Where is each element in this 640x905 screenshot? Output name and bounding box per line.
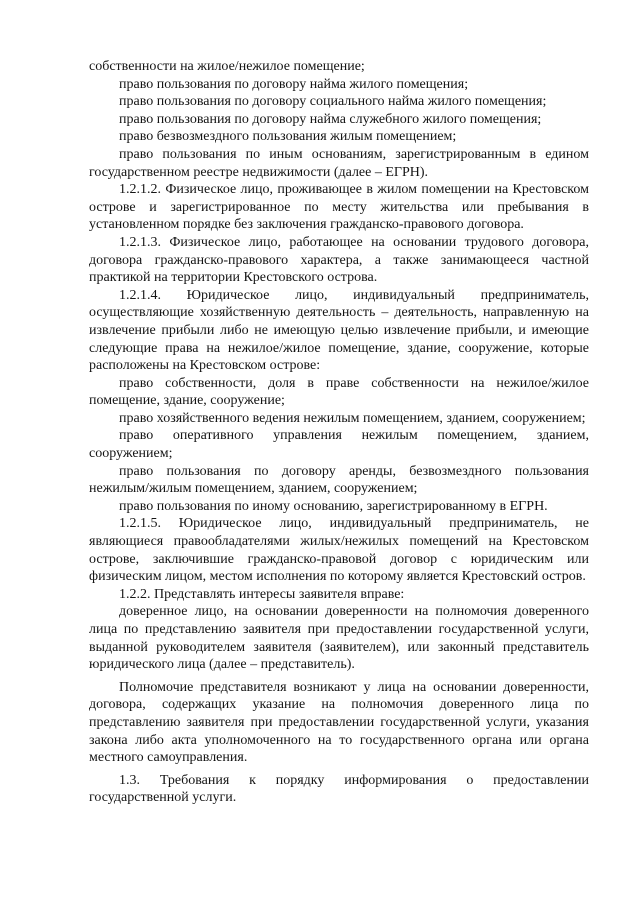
list-item-service-lease-right: право пользования по договору найма служебного жилого помещения; [119, 111, 542, 127]
clause-1-2-1-5: 1.2.1.5. Юридическое лицо, индивидуальный предприниматель, не являющиеся правообладателями жилых/нежилых помещений на Крестовском острове, заключившие гражданско-правовой договор с юридическим или физическим лицом, местом исполнения по которому является Крестовский остров. [89, 516, 589, 585]
clause-1-2-2: 1.2.2. Представлять интересы заявителя вправе: [119, 586, 405, 602]
clause-1-3: 1.3. Требования к порядку информирования о предоставлении государственной услуги. [89, 772, 589, 806]
text-fragment-ownership: собственности на жилое/нежилое помещение; [89, 59, 365, 74]
list-item-social-lease-right: право пользования по договору социального найма жилого помещения; [119, 94, 547, 110]
clause-1-2-1-2: 1.2.1.2. Физическое лицо, проживающее в жилом помещении на Крестовском острове и зарегистрированное по месту жительства или пребывания в установленном порядке без заключения гражданско-правового договора. [89, 182, 589, 233]
clause-1-2-1-3: 1.2.1.3. Физическое лицо, работающее на основании трудового договора, договора гражданско-правового характера, а также занимающееся частной практикой на территории Крестовского острова. [89, 234, 589, 286]
list-item-operational-management-right: право оперативного управления нежилым помещением, зданием, сооружением; [89, 428, 589, 462]
list-item-other-basis-right: право пользования по иному основанию, зарегистрированному в ЕГРН. [119, 498, 548, 514]
list-item-economic-management-right: право хозяйственного ведения нежилым помещением, зданием, сооружением; [119, 410, 586, 426]
list-item-other-grounds-right: право пользования по иным основаниям, зарегистрированным в едином государственном реестре недвижимости (далее – ЕГРН). [89, 146, 589, 180]
clause-1-2-1-4: 1.2.1.4. Юридическое лицо, индивидуальный предприниматель, осуществляющие хозяйственную деятельность – деятельность, направленную на извлечение прибыли либо не имеющую целью извлечение прибыли, и имеющие следующие права на нежилое/жилое помещение, здание, сооружение, которые расположены на Крестовском острове: [89, 287, 589, 374]
paragraph-trusted-person: доверенное лицо, на основании доверенности на полномочия доверенного лица по представлению заявителя при предоставлении государственной услуги, выданной руководителем заявителя (заявителем), или законный представитель юридического лица (далее – представитель). [89, 604, 589, 673]
paragraph-representative-authority: Полномочие представителя возникают у лица на основании доверенности, договора, содержащих указание на полномочия доверенного лица по представлению заявителя при предоставлении государственной услуги, указания закона либо акта уполномоченного на то государственного органа или органа местного самоуправления. [89, 679, 589, 766]
list-item-rent-use-right: право пользования по договору аренды, безвозмездного пользования нежилым/жилым помещением, зданием, сооружением; [89, 463, 589, 497]
list-item-lease-right: право пользования по договору найма жилого помещения; [119, 76, 469, 92]
list-item-ownership-right: право собственности, доля в праве собственности на нежилое/жилое помещение, здание, сооружение; [89, 375, 589, 409]
document-page [89, 58, 589, 807]
list-item-free-use-right: право безвозмездного пользования жилым помещением; [119, 129, 457, 145]
